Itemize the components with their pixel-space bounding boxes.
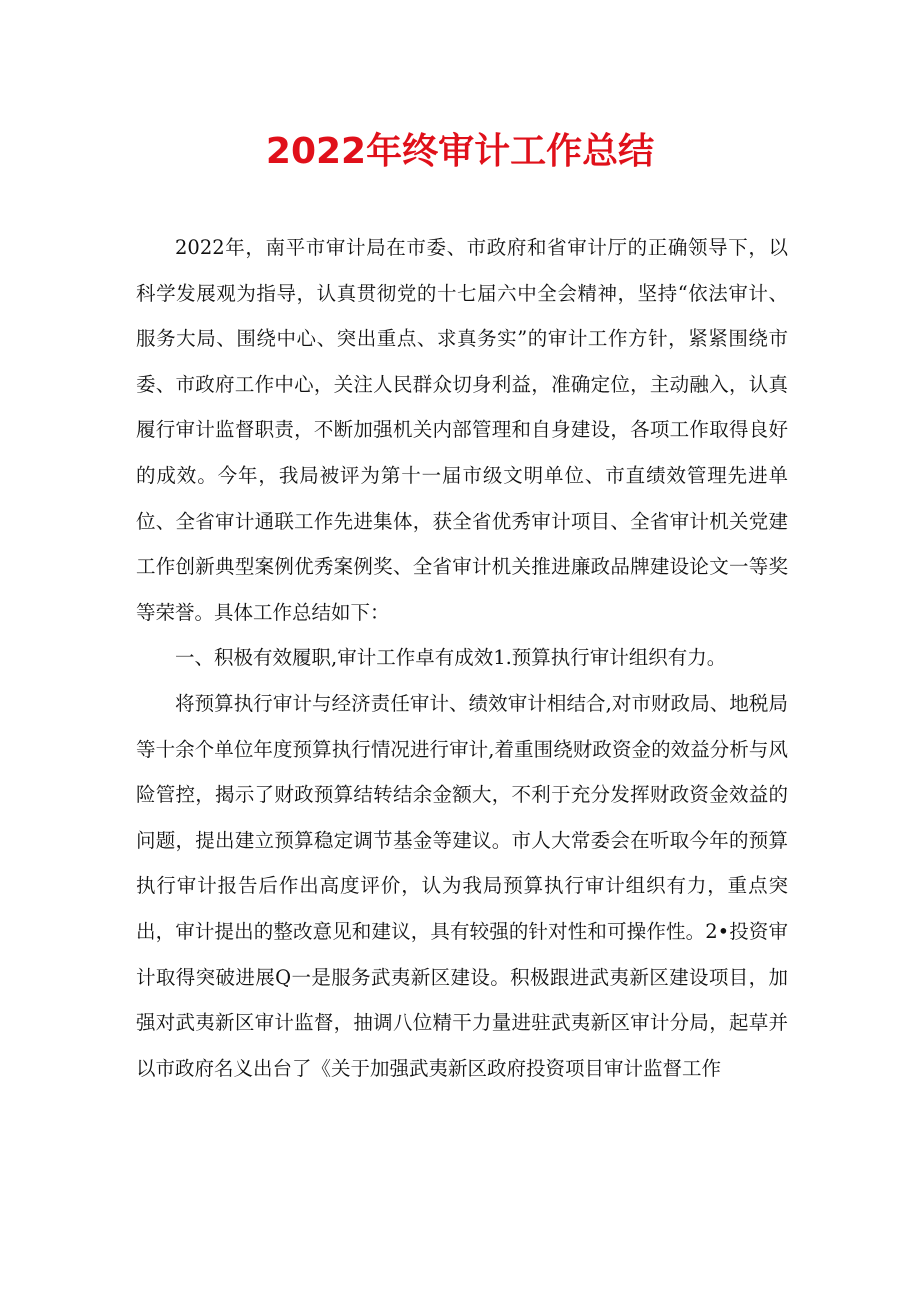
paragraph-section-heading: 一、积极有效履职,审计工作卓有成效1.预算执行审计组织有力。 (175, 646, 727, 670)
paragraph-budget-audit: 将预算执行审计与经济责任审计、绩效审计相结合,对市财政局、地税局等十余个单位年度预算执行情况进行审计,着重围绕财政资金的效益分析与风险管控，揭示了财政预算结转结余金额大，不利于充分发挥财政资金效益的问题，提出建立预算稳定调节基金等建议。市人大常委会在听取今年的预算执行审计报告后作出高度评价，认为我局预算执行审计组织有力，重点突出，审计提出的整改意见和建议，具有较强的针对性和可操作性。2•投资审计取得突破进展Q一是服务武夷新区建设。积极跟进武夷新区建设项目，加强对武夷新区审计监督，抽调八位精干力量进驻武夷新区审计分局，起草并以市政府名义出台了《关于加强武夷新区政府投资项目审计监督工作 (136, 691, 788, 1080)
document-body (136, 225, 788, 1091)
document-title: 2022年终审计工作总结 (265, 131, 655, 172)
paragraph-intro: 2022年，南平市审计局在市委、市政府和省审计厅的正确领导下，以科学发展观为指导，认真贯彻党的十七届六中全会精神，坚持“依法审计、服务大局、围绕中心、突出重点、求真务实”的审计工作方针，紧紧围绕市委、市政府工作中心，关注人民群众切身利益，准确定位，主动融入，认真履行审计监督职责，不断加强机关内部管理和自身建设，各项工作取得良好的成效。今年，我局被评为第十一届市级文明单位、市直绩效管理先进单位、全省审计通联工作先进集体，获全省优秀审计项目、全省审计机关党建工作创新典型案例优秀案例奖、全省审计机关推进廉政品牌建设论文一等奖等荣誉。具体工作总结如下： (136, 236, 788, 624)
